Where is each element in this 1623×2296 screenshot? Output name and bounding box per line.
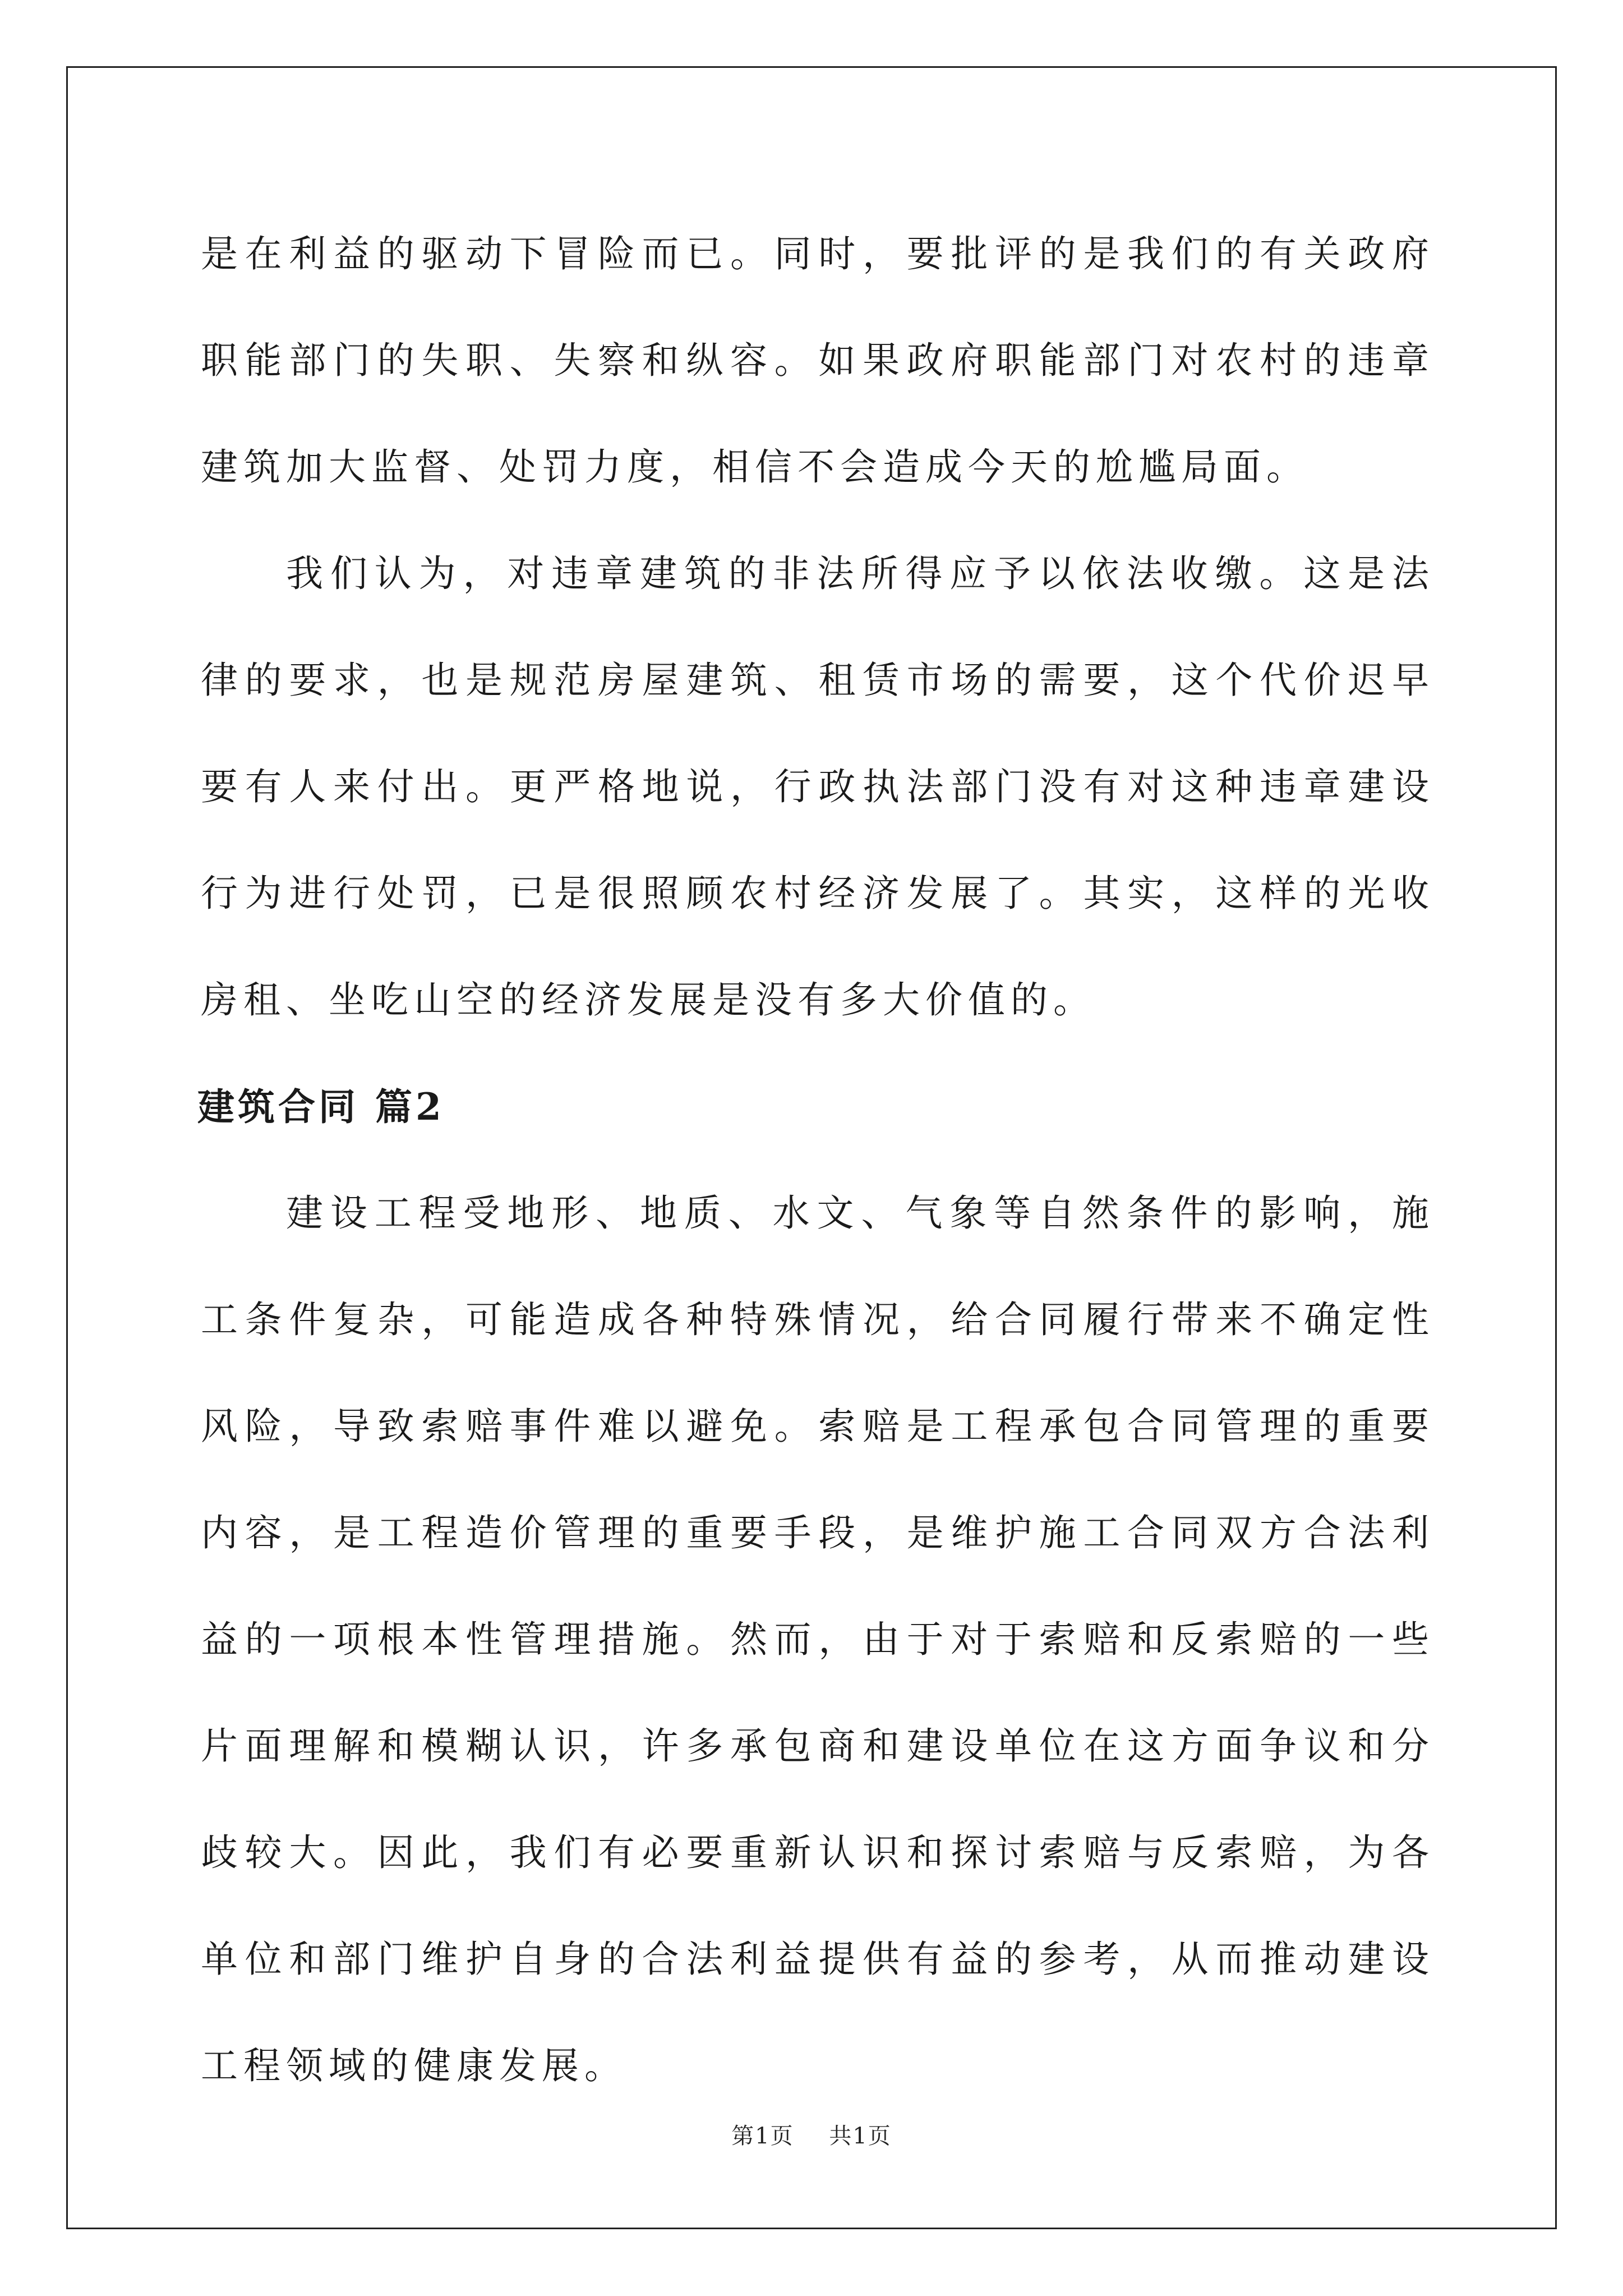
page-footer: [0, 2118, 1623, 2150]
paragraph-2: 我们认为，对违章建筑的非法所得应予以依法收缴。这是法律的要求，也是规范房屋建筑、租赁市场的需要，这个代价迟早要有人来付出。更严格地说，行政执法部门没有对这种违章建设行为进行处罚，已是很照顾农村经济发展了。其实，这样的光收房租、坐吃山空的经济发展是没有多大价值的。: [201, 552, 1435, 1022]
document-body: [197, 201, 1435, 2119]
page-total: 共1页: [829, 2123, 892, 2149]
section-heading: 建筑合同 篇2: [197, 1085, 445, 1129]
page-number: 第1页: [731, 2123, 794, 2149]
paragraph-1: 是在利益的驱动下冒险而已。同时，要批评的是我们的有关政府职能部门的失职、失察和纵容。如果政府职能部门对农村的违章建筑加大监督、处罚力度，相信不会造成今天的尬尴局面。: [201, 232, 1435, 489]
paragraph-3: 建设工程受地形、地质、水文、气象等自然条件的影响，施工条件复杂，可能造成各种特殊情况，给合同履行带来不确定性风险，导致索赔事件难以避免。索赔是工程承包合同管理的重要内容，是工程造价管理的重要手段，是维护施工合同双方合法利益的一项根本性管理措施。然而，由于对于索赔和反索赔的一些片面理解和模糊认识，许多承包商和建设单位在这方面争议和分歧较大。因此，我们有必要重新认识和探讨索赔与反索赔，为各单位和部门维护自身的合法利益提供有益的参考，从而推动建设工程领域的健康发展。: [201, 1191, 1435, 2087]
